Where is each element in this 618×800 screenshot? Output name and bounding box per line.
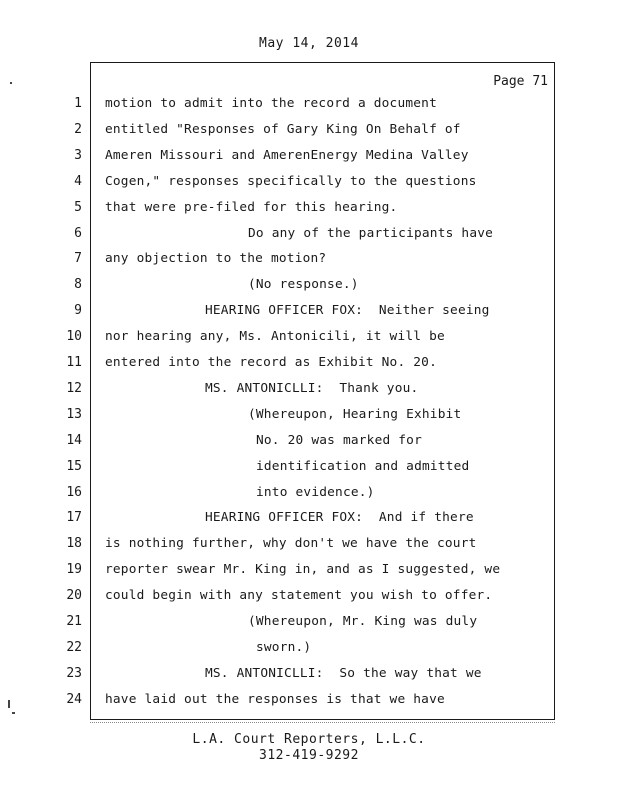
line-text: entitled "Responses of Gary King On Behalf of — [105, 121, 461, 137]
line-text: is nothing further, why don't we have the court — [105, 536, 477, 552]
line-text: any objection to the motion? — [105, 251, 327, 267]
line-number: 21 — [66, 614, 82, 629]
line-number: 18 — [66, 536, 82, 552]
line-text: that were pre-filed for this hearing. — [105, 199, 398, 215]
line-text: Do any of the participants have — [248, 225, 494, 241]
line-number: 15 — [66, 458, 82, 474]
line-text: identification and admitted — [256, 458, 470, 474]
transcript-date: May 14, 2014 — [259, 36, 359, 51]
scan-mark — [12, 712, 15, 714]
line-number: 9 — [74, 303, 82, 319]
line-text: reporter swear Mr. King in, and as I suggested, we — [105, 562, 501, 578]
line-number: 1 — [74, 96, 82, 111]
line-text: nor hearing any, Ms. Antonicili, it will be — [105, 329, 445, 345]
line-text: Cogen," responses specifically to the questions — [105, 173, 477, 189]
line-text: No. 20 was marked for — [256, 432, 422, 448]
line-number: 23 — [66, 665, 82, 681]
line-text: MS. ANTONICLLI: Thank you. — [205, 380, 419, 396]
line-text: HEARING OFFICER FOX: Neither seeing — [205, 303, 490, 319]
line-number: 19 — [66, 562, 82, 578]
page-number: Page 71 — [493, 74, 548, 89]
scan-mark — [10, 82, 12, 84]
footer-phone: 312-419-9292 — [259, 748, 359, 763]
line-text: motion to admit into the record a document — [105, 96, 437, 111]
line-number: 4 — [74, 173, 82, 189]
line-number: 24 — [66, 691, 82, 707]
line-number: 20 — [66, 588, 82, 604]
line-number: 12 — [66, 380, 82, 396]
line-number: 6 — [74, 225, 82, 241]
line-number: 13 — [66, 406, 82, 422]
line-text: (No response.) — [248, 277, 359, 293]
line-text: into evidence.) — [256, 484, 375, 500]
line-text: HEARING OFFICER FOX: And if there — [205, 510, 474, 526]
line-number: 8 — [74, 277, 82, 293]
line-text: (Whereupon, Hearing Exhibit — [248, 406, 462, 422]
line-number: 2 — [74, 121, 82, 137]
line-text: (Whereupon, Mr. King was duly — [248, 614, 478, 629]
footer-company: L.A. Court Reporters, L.L.C. — [192, 732, 426, 747]
page-frame-bottom-edge — [90, 722, 555, 723]
line-number: 14 — [66, 432, 82, 448]
line-number: 3 — [74, 147, 82, 163]
line-number: 5 — [74, 199, 82, 215]
line-text: entered into the record as Exhibit No. 20. — [105, 355, 437, 370]
line-text: could begin with any statement you wish to offer. — [105, 588, 493, 604]
line-number: 22 — [66, 639, 82, 655]
line-number: 10 — [66, 329, 82, 345]
line-number: 17 — [66, 510, 82, 526]
line-number: 7 — [74, 251, 82, 267]
line-text: MS. ANTONICLLI: So the way that we — [205, 665, 482, 681]
line-text: have laid out the responses is that we have — [105, 691, 445, 707]
line-text: sworn.) — [256, 639, 312, 655]
scan-mark — [8, 700, 10, 708]
line-number: 16 — [66, 484, 82, 500]
line-text: Ameren Missouri and AmerenEnergy Medina Valley — [105, 147, 469, 163]
line-number: 11 — [66, 355, 82, 370]
